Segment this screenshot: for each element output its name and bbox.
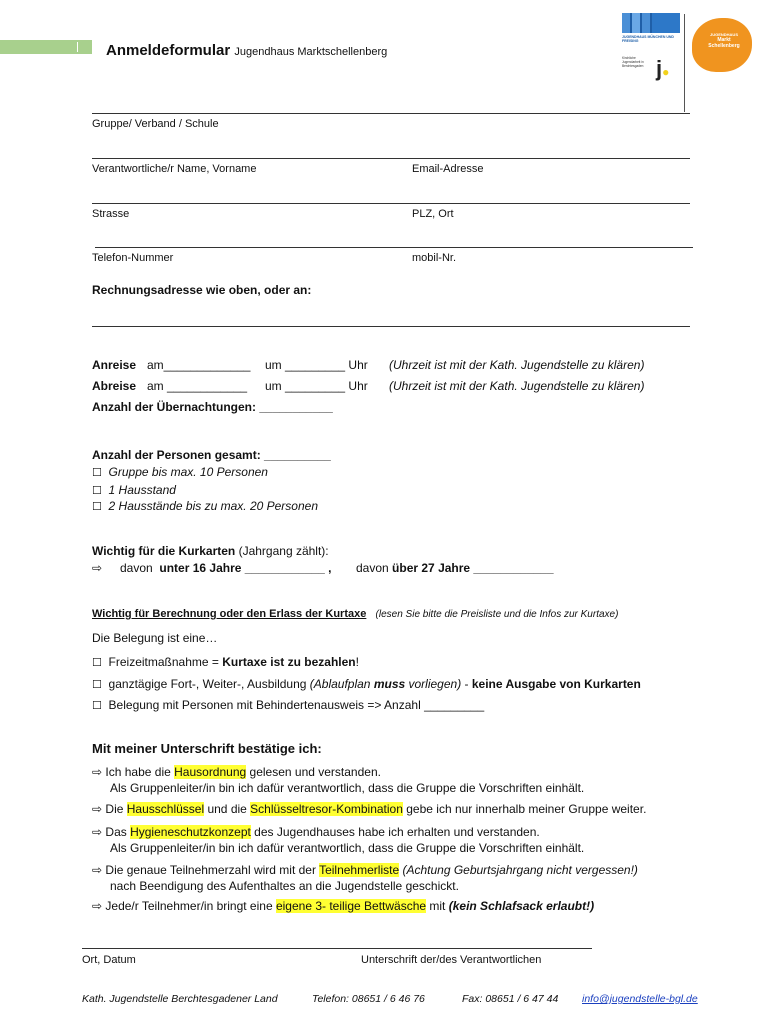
kurkarten-under16[interactable]: davon unter 16 Jahre ____________ , bbox=[120, 561, 332, 575]
confirm-item-3: ⇨ Das Hygieneschutzkonzept des Jugendhauses habe ich erhalten und verstanden. Als Gruppenleiter/in bin ich dafür verantwortlich, dass die Gruppe die Vorschriften einhält. bbox=[92, 825, 585, 855]
signature-label: Unterschrift der/des Verantwortlichen bbox=[361, 954, 542, 966]
logo-j-mark: j● bbox=[656, 56, 670, 81]
checkbox-icon[interactable]: ☐ bbox=[92, 484, 102, 497]
header-bar bbox=[0, 40, 92, 54]
zip-label: PLZ, Ort bbox=[412, 208, 454, 220]
kurtaxe-intro: Die Belegung ist eine… bbox=[92, 631, 218, 645]
kurtaxe-title: Wichtig für Berechnung oder den Erlass der Kurtaxe bbox=[92, 608, 367, 620]
arrival-note: (Uhrzeit ist mit der Kath. Jugendstelle zu klären) bbox=[389, 358, 645, 372]
footer-org: Kath. Jugendstelle Berchtesgadener Land bbox=[82, 993, 278, 1005]
responsible-line[interactable] bbox=[92, 158, 690, 159]
email-label: Email-Adresse bbox=[412, 163, 484, 175]
nights-field[interactable]: Anzahl der Übernachtungen: ___________ bbox=[92, 400, 333, 414]
arrival-row bbox=[92, 358, 136, 372]
logo-right-text2: Markt bbox=[717, 37, 731, 43]
checkbox-icon[interactable]: ☐ bbox=[92, 500, 102, 513]
title-subtitle: Jugendhaus Marktschellenberg bbox=[234, 46, 388, 58]
checkbox-icon[interactable]: ☐ bbox=[92, 699, 102, 712]
logo-divider bbox=[684, 14, 685, 112]
departure-label: Abreise bbox=[92, 379, 137, 393]
arrow-icon: ⇨ bbox=[92, 825, 103, 839]
group-line[interactable] bbox=[92, 113, 690, 114]
arrow-icon: ⇨ bbox=[92, 863, 103, 877]
kurtaxe-opt3[interactable]: ☐ Belegung mit Personen mit Behindertenausweis => Anzahl _________ bbox=[92, 698, 485, 712]
arrow-icon: ⇨ bbox=[92, 899, 103, 913]
persons-opt1[interactable]: ☐ Gruppe bis max. 10 Personen bbox=[92, 465, 268, 479]
kurkarten-row bbox=[92, 561, 102, 575]
arrow-icon: ⇨ bbox=[92, 802, 103, 816]
phone-line[interactable] bbox=[95, 247, 693, 248]
logo-left-text: JUGENDHAUS MÜNCHEN UND FREISING bbox=[622, 35, 674, 43]
checkbox-icon[interactable]: ☐ bbox=[92, 656, 102, 669]
logo-small-text: Kirchliche Jugendarbeit in Berchtesgaden bbox=[622, 56, 644, 68]
kurtaxe-note: (lesen Sie bitte die Preisliste und die Infos zur Kurtaxe) bbox=[375, 609, 619, 620]
confirm-item-2: ⇨ Die Hausschlüssel und die Schlüsseltresor-Kombination gebe ich nur innerhalb meiner Gruppe weiter. bbox=[92, 802, 647, 816]
phone-label: Telefon-Nummer bbox=[92, 252, 174, 264]
footer-fax: Fax: 08651 / 6 47 44 bbox=[462, 993, 559, 1005]
departure-note: (Uhrzeit ist mit der Kath. Jugendstelle zu klären) bbox=[389, 379, 645, 393]
responsible-label: Verantwortliche/r Name, Vorname bbox=[92, 163, 257, 175]
arrow-icon: ⇨ bbox=[92, 561, 103, 575]
street-line[interactable] bbox=[92, 203, 690, 204]
arrival-date[interactable]: am_____________ bbox=[147, 358, 251, 372]
kurtaxe-title-row bbox=[92, 608, 618, 620]
logo-kirchliche-jugendarbeit bbox=[622, 56, 682, 84]
kurkarten-title: Wichtig für die Kurkarten (Jahrgang zählt): bbox=[92, 544, 329, 558]
place-date-label: Ort, Datum bbox=[82, 954, 136, 966]
kurkarten-over27[interactable]: davon über 27 Jahre ____________ bbox=[356, 561, 554, 575]
kurtaxe-opt2[interactable]: ☐ ganztägige Fort-, Weiter-, Ausbildung (Ablaufplan muss vorliegen) - keine Ausgabe von Kurkarten bbox=[92, 677, 641, 691]
checkbox-icon[interactable]: ☐ bbox=[92, 678, 102, 691]
hausordnung-link: Hausordnung bbox=[174, 765, 247, 779]
kurtaxe-opt1[interactable]: ☐ Freizeitmaßnahme = Kurtaxe ist zu bezahlen! bbox=[92, 655, 359, 669]
persons-opt2[interactable]: ☐ 1 Hausstand bbox=[92, 483, 176, 497]
arrow-icon: ⇨ bbox=[92, 765, 103, 779]
confirm-title: Mit meiner Unterschrift bestätige ich: bbox=[92, 741, 322, 756]
confirm-item-4: ⇨ Die genaue Teilnehmerzahl wird mit der Teilnehmerliste (Achtung Geburtsjahrgang nicht vergessen!) nach Beendigung des Aufenthaltes an die Jugendstelle geschickt. bbox=[92, 863, 638, 893]
header-bar-divider bbox=[77, 42, 78, 52]
footer-email-link[interactable]: info@jugendstelle-bgl.de bbox=[582, 993, 698, 1005]
logo-jugendhaus-muenchen bbox=[622, 13, 680, 47]
departure-time[interactable]: um _________ Uhr bbox=[265, 379, 368, 393]
arrival-label: Anreise bbox=[92, 358, 137, 372]
logo-right-text3: Schellenberg bbox=[708, 43, 740, 49]
billing-label: Rechnungsadresse wie oben, oder an: bbox=[92, 283, 312, 297]
page-title bbox=[106, 42, 387, 59]
persons-opt3[interactable]: ☐ 2 Hausstände bis zu max. 20 Personen bbox=[92, 499, 319, 513]
mobile-label: mobil-Nr. bbox=[412, 252, 457, 264]
logo-right-text1: JUGENDHAUS bbox=[709, 32, 738, 37]
confirm-item-1: ⇨ Ich habe die Hausordnung gelesen und verstanden. Als Gruppenleiter/in bin ich dafür verantwortlich, dass die Gruppe die Vorschriften einhält. bbox=[92, 765, 585, 795]
signature-line[interactable] bbox=[82, 948, 592, 949]
confirm-item-5: ⇨ Jede/r Teilnehmer/in bringt eine eigene 3- teilige Bettwäsche mit (kein Schlafsack erlaubt!) bbox=[92, 899, 595, 913]
billing-line[interactable] bbox=[92, 326, 690, 327]
logo-jugendhaus-marktschellenberg bbox=[692, 18, 752, 72]
group-label: Gruppe/ Verband / Schule bbox=[92, 118, 219, 130]
persons-total[interactable]: Anzahl der Personen gesamt: __________ bbox=[92, 448, 331, 462]
footer-phone: Telefon: 08651 / 6 46 76 bbox=[312, 993, 425, 1005]
street-label: Strasse bbox=[92, 208, 130, 220]
checkbox-icon[interactable]: ☐ bbox=[92, 466, 102, 479]
departure-date[interactable]: am ____________ bbox=[147, 379, 248, 393]
title-main: Anmeldeformular bbox=[106, 42, 231, 59]
arrival-time[interactable]: um _________ Uhr bbox=[265, 358, 368, 372]
